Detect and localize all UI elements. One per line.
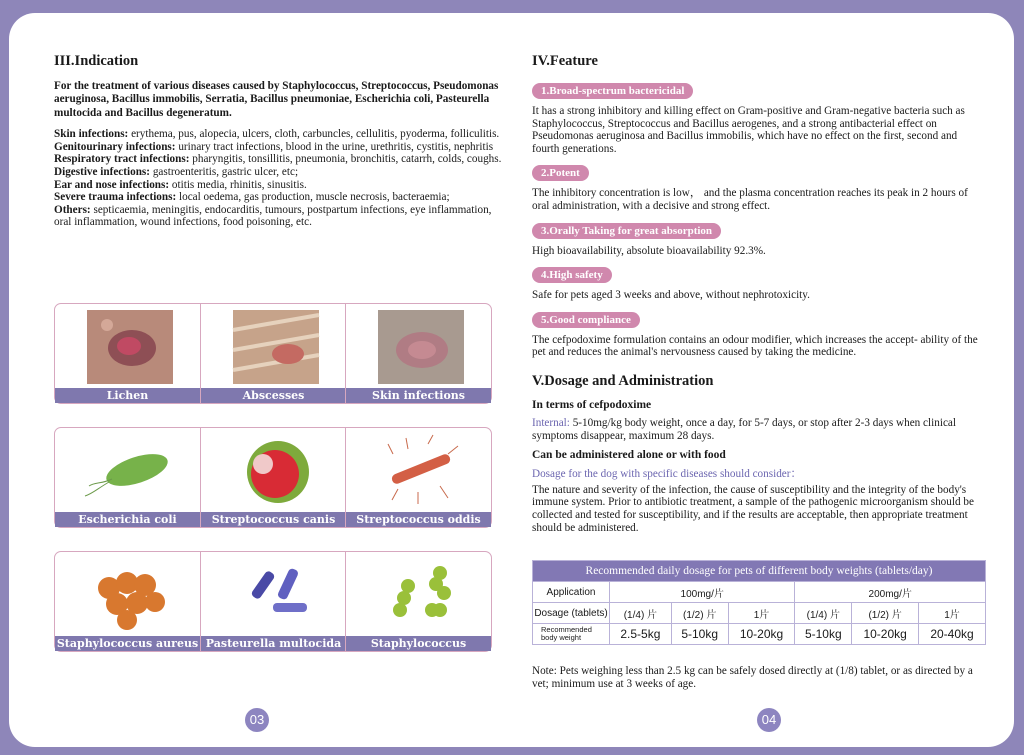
- internal-text: 5-10mg/kg body weight, once a day, for 5-7 days, or stop after 2-3 days when clinical symptoms disappear, maximum 28 days.: [532, 416, 956, 442]
- staph-aureus-illustration: [87, 558, 173, 632]
- dosage-cell: (1/2) 片: [671, 603, 728, 624]
- feature-label: 3.Orally Taking for great absorption: [532, 223, 721, 239]
- dosage-cell: 1片: [728, 603, 795, 624]
- caption-abscesses: Abscesses: [201, 388, 346, 403]
- condition-term: Severe trauma infections:: [54, 191, 177, 204]
- weight-cell: 2.5-5kg: [610, 624, 672, 645]
- dosage-label: Dosage (tablets): [533, 603, 610, 624]
- feature-item: [532, 310, 987, 359]
- condition-text: erythema, pus, alopecia, ulcers, cloth, carbuncles, cellulitis, pyoderma, folliculitis.: [128, 128, 500, 141]
- feature-text: Safe for pets aged 3 weeks and above, without nephrotoxicity.: [532, 289, 810, 302]
- weight-cell: 10-20kg: [728, 624, 795, 645]
- conditions-list: [54, 128, 504, 229]
- condition-term: Ear and nose infections:: [54, 178, 170, 191]
- feature-label: 4.High safety: [532, 267, 612, 283]
- tile-lichen: [55, 304, 200, 403]
- lichen-photo: [87, 310, 173, 384]
- abscesses-photo: [233, 310, 319, 384]
- weight-cell: 5-10kg: [795, 624, 852, 645]
- condition-item: [54, 166, 504, 179]
- condition-item: [54, 179, 504, 192]
- feature-label: 1.Broad-spectrum bactericidal: [532, 83, 693, 99]
- application-label: Application: [533, 582, 610, 603]
- caption-staph-aureus: Staphylococcus aureus: [56, 637, 199, 650]
- tile-abscesses: [200, 304, 346, 403]
- tile-strep-oddis: [345, 428, 491, 527]
- condition-item: [54, 204, 504, 229]
- application-200mg: 200mg/片: [795, 582, 986, 603]
- caption-skin-infections: Skin infections: [346, 388, 491, 403]
- condition-item: [54, 141, 504, 154]
- feature-item: [532, 163, 987, 212]
- weight-cell: 10-20kg: [852, 624, 919, 645]
- tile-staph-aureus: [55, 552, 200, 651]
- feature-list: [532, 81, 987, 359]
- indication-heading: III.Indication: [54, 53, 139, 69]
- feature-text: High bioavailability, absolute bioavailability 92.3%.: [532, 244, 766, 257]
- condition-item: [54, 153, 504, 166]
- tile-staph-intermedius: [345, 552, 491, 665]
- feature-item: [532, 265, 987, 302]
- feature-item: [532, 221, 987, 258]
- caption-pasteurella: Pasteurella multocida: [201, 636, 346, 651]
- page-number-left: 03: [245, 708, 269, 732]
- weight-cell: 5-10kg: [671, 624, 728, 645]
- dosage-note: Note: Pets weighing less than 2.5 kg can be safely dosed directly at (1/8) tablet, or as directed by a vet; minimum use at 3 weeks of age.: [532, 665, 973, 690]
- caption-staph-intermedius: Staphylococcus intermedius: [346, 636, 491, 651]
- caption-strep-canis: Streptococcus canis: [201, 512, 346, 527]
- feature-section: [532, 53, 987, 534]
- dosage-table: [532, 560, 986, 645]
- tile-pasteurella: [200, 552, 346, 651]
- condition-item: [54, 128, 504, 141]
- condition-term: Digestive infections:: [54, 166, 151, 178]
- indication-section: [54, 53, 504, 229]
- strep-canis-illustration: [233, 434, 319, 508]
- strep-oddis-illustration: [378, 434, 464, 508]
- consider-text: The nature and severity of the infection, the cause of susceptibility and the integrity of the body's immune system. Prior to antibiotic treatment, a sample of the pathogenic microorganism should be collected and tested for susceptibility, and if the results are acceptable, then appropriate treatment should be administered.: [532, 483, 974, 534]
- e-coli-illustration: [87, 434, 173, 508]
- feature-text: The inhibitory concentration is low， and the plasma concentration reaches its peak in 2 hours of oral administration, with a decisive and strong effect.: [532, 187, 968, 212]
- condition-term: Others:: [54, 203, 91, 216]
- feature-label: 5.Good compliance: [532, 312, 640, 328]
- indication-lede: For the treatment of various diseases caused by Staphylococcus, Streptococcus, Pseudomonas aeruginosa, Bacillus immobilis, Serratia, Bacillus pneumoniae, Escherichia coli, Pasteurella multocida and Bacillus degeneratum.: [54, 80, 499, 119]
- condition-text: otitis media, rhinitis, sinusitis.: [169, 178, 307, 191]
- condition-text: septicaemia, meningitis, endocarditis, tumours, postpartum infections, eye inflammation, oral inflammation, wound infections, food poisoning, etc.: [54, 203, 492, 229]
- caption-e-coli: Escherichia coli: [55, 512, 200, 527]
- staph-intermedius-illustration: [378, 558, 464, 632]
- tile-e-coli: [55, 428, 200, 527]
- dosage-heading: V.Dosage and Administration: [532, 372, 714, 389]
- internal-dosage: [532, 417, 987, 442]
- consider-label: Dosage for the dog with specific diseases should consider：: [532, 468, 802, 481]
- condition-text: gastroenteritis, gastric ulcer, etc;: [150, 166, 299, 178]
- pasteurella-illustration: [233, 558, 319, 632]
- feature-heading: IV.Feature: [532, 53, 598, 69]
- image-row-1: [54, 303, 492, 404]
- condition-text: pharyngitis, tonsillitis, pneumonia, bronchitis, catarrh, colds, coughs.: [189, 153, 502, 166]
- tile-strep-canis: [200, 428, 346, 527]
- dosage-table-title: Recommended daily dosage for pets of different body weights (tablets/day): [533, 561, 986, 582]
- image-row-3: [54, 551, 492, 665]
- image-row-2: [54, 427, 492, 528]
- weight-cell: 20-40kg: [919, 624, 986, 645]
- dosage-cell: 1片: [919, 603, 986, 624]
- dosage-subheading-cefpodoxime: In terms of cefpodoxime: [532, 398, 652, 411]
- internal-label: Internal:: [532, 416, 570, 429]
- condition-item: [54, 191, 504, 204]
- dosage-cell: (1/4) 片: [795, 603, 852, 624]
- dosage-cell: (1/2) 片: [852, 603, 919, 624]
- application-100mg: 100mg/片: [610, 582, 795, 603]
- page-number-right: 04: [757, 708, 781, 732]
- dosage-subheading-food: Can be administered alone or with food: [532, 449, 726, 462]
- feature-item: [532, 81, 987, 155]
- caption-lichen: Lichen: [55, 388, 200, 403]
- caption-strep-oddis: Streptococcus oddis: [346, 512, 491, 527]
- dosage-cell: (1/4) 片: [610, 603, 672, 624]
- feature-label: 2.Potent: [532, 165, 589, 181]
- condition-text: local oedema, gas production, muscle necrosis, bacteraemia;: [176, 191, 450, 204]
- weight-label: Recommended body weight: [533, 624, 610, 645]
- skin-infection-photo: [378, 310, 464, 384]
- feature-text: The cefpodoxime formulation contains an odour modifier, which increases the accept- ability of the pet and reduces the animal's nervousness caused by taking the medicine.: [532, 333, 978, 359]
- condition-term: Genitourinary infections:: [54, 140, 176, 153]
- condition-term: Skin infections:: [54, 128, 129, 141]
- feature-text: It has a strong inhibitory and killing effect on Gram-positive and Gram-negative bacteria such as Staphylococcus, Streptococcus and Bacillus aerogenes, and a strong antibacterial effect on Pseudomonas aeruginosa and Bacillus immobilis, which have no effect on the first, second and fourth generations.: [532, 105, 965, 155]
- condition-text: urinary tract infections, blood in the urine, urethritis, cystitis, nephritis: [175, 140, 494, 153]
- condition-term: Respiratory tract infections:: [54, 153, 190, 166]
- tile-skin-infections: [345, 304, 491, 403]
